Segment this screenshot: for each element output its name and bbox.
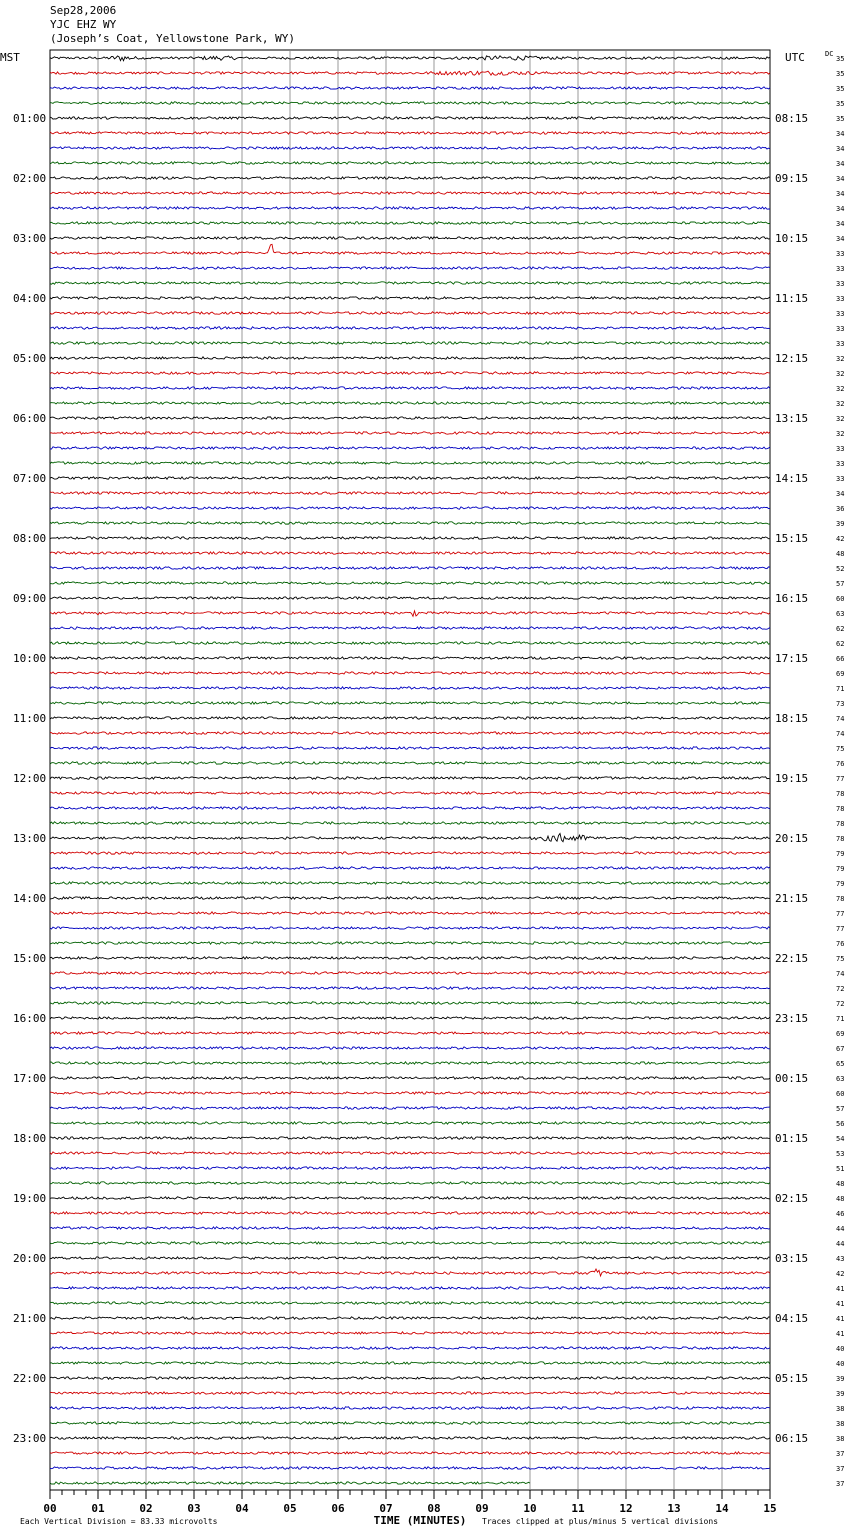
seismic-trace — [50, 1317, 770, 1319]
hour-label-right: 02:15 — [775, 1192, 809, 1205]
dc-offset-label: 78 — [836, 790, 845, 798]
hour-label-right: 21:15 — [775, 892, 809, 905]
dc-offset-label: 48 — [836, 550, 845, 558]
dc-offset-label: 51 — [836, 1165, 845, 1173]
seismic-trace — [50, 642, 770, 644]
x-tick-label: 11 — [571, 1502, 585, 1515]
dc-offset-label: 39 — [836, 1390, 845, 1398]
seismic-trace — [50, 1152, 770, 1154]
dc-offset-label: 71 — [836, 685, 845, 693]
seismic-trace — [50, 477, 770, 479]
dc-offset-label: 38 — [836, 1420, 845, 1428]
seismic-trace — [50, 582, 770, 584]
hour-label-left: 11:00 — [13, 712, 47, 725]
dc-offset-label: 79 — [836, 850, 845, 858]
hour-label-right: 12:15 — [775, 352, 809, 365]
seismic-trace — [50, 972, 770, 974]
dc-offset-label: 34 — [836, 145, 845, 153]
x-tick-label: 09 — [475, 1502, 489, 1515]
dc-offset-label: 76 — [836, 760, 845, 768]
header-location: (Joseph’s Coat, Yellowstone Park, WY) — [50, 32, 296, 45]
seismic-trace — [50, 207, 770, 209]
clip-note: Traces clipped at plus/minus 5 vertical divisions — [482, 1517, 719, 1526]
hour-label-right: 06:15 — [775, 1432, 809, 1445]
dc-offset-label: 53 — [836, 1150, 845, 1158]
seismic-trace — [50, 432, 770, 434]
dc-offset-label: 40 — [836, 1345, 845, 1353]
dc-offset-label: 32 — [836, 400, 845, 408]
seismic-trace — [50, 927, 770, 929]
seismic-trace — [50, 327, 770, 329]
dc-offset-label: 34 — [836, 130, 845, 138]
seismic-trace — [50, 1107, 770, 1109]
hour-label-left: 08:00 — [13, 532, 47, 545]
seismic-trace — [50, 987, 770, 989]
seismic-trace — [50, 657, 770, 659]
dc-offset-label: 69 — [836, 670, 845, 678]
seismic-trace — [50, 957, 770, 959]
hour-label-right: 00:15 — [775, 1072, 809, 1085]
seismic-trace — [50, 192, 770, 194]
dc-offset-label: 71 — [836, 1015, 845, 1023]
dc-offset-label: 35 — [836, 100, 845, 108]
seismic-trace — [50, 897, 770, 899]
dc-offset-label: 57 — [836, 580, 845, 588]
hour-label-right: 16:15 — [775, 592, 809, 605]
x-tick-label: 02 — [139, 1502, 153, 1515]
seismic-trace — [50, 1137, 770, 1139]
dc-offset-label: 60 — [836, 1090, 845, 1098]
dc-offset-label: 62 — [836, 625, 845, 633]
dc-offset-label: 42 — [836, 535, 845, 543]
seismic-trace — [50, 1197, 770, 1199]
seismic-trace — [50, 1392, 770, 1394]
dc-offset-label: 35 — [836, 85, 845, 93]
seismic-trace — [50, 1032, 770, 1034]
dc-offset-label: 48 — [836, 1195, 845, 1203]
dc-offset-label: 79 — [836, 865, 845, 873]
dc-offset-label: 78 — [836, 835, 845, 843]
dc-offset-label: 33 — [836, 280, 845, 288]
hour-label-left: 01:00 — [13, 112, 47, 125]
hour-label-right: 14:15 — [775, 472, 809, 485]
x-tick-label: 06 — [331, 1502, 345, 1515]
hour-label-left: 10:00 — [13, 652, 47, 665]
dc-offset-label: 48 — [836, 1180, 845, 1188]
seismic-trace — [50, 611, 770, 616]
seismic-trace — [50, 1002, 770, 1004]
hour-label-right: 05:15 — [775, 1372, 809, 1385]
dc-offset-label: 37 — [836, 1465, 845, 1473]
right-timezone-label: UTC — [785, 51, 805, 64]
hour-label-left: 02:00 — [13, 172, 47, 185]
dc-offset-label: 40 — [836, 1360, 845, 1368]
x-tick-label: 00 — [43, 1502, 57, 1515]
seismic-trace — [50, 222, 770, 224]
dc-offset-label: 41 — [836, 1330, 845, 1338]
seismic-trace — [50, 1047, 770, 1049]
seismic-trace — [50, 537, 770, 539]
seismic-trace — [50, 492, 770, 494]
dc-offset-label: 36 — [836, 505, 845, 513]
dc-offset-label: 54 — [836, 1135, 845, 1143]
dc-offset-label: 38 — [836, 1405, 845, 1413]
hour-label-left: 16:00 — [13, 1012, 47, 1025]
dc-offset-label: 43 — [836, 1255, 845, 1263]
seismic-trace — [50, 237, 770, 239]
hour-label-right: 13:15 — [775, 412, 809, 425]
seismic-trace — [50, 1227, 770, 1229]
dc-header-label: DC — [825, 50, 834, 58]
dc-offset-label: 35 — [836, 115, 845, 123]
seismic-trace — [50, 312, 770, 314]
seismic-trace — [50, 1167, 770, 1169]
seismic-trace — [50, 1287, 770, 1289]
hour-label-left: 19:00 — [13, 1192, 47, 1205]
hour-label-left: 13:00 — [13, 832, 47, 845]
dc-offset-label: 34 — [836, 490, 845, 498]
seismic-trace — [50, 1467, 770, 1469]
dc-offset-label: 74 — [836, 970, 845, 978]
dc-offset-label: 66 — [836, 655, 845, 663]
hour-label-right: 18:15 — [775, 712, 809, 725]
dc-offset-label: 44 — [836, 1225, 845, 1233]
seismic-trace — [50, 567, 770, 569]
seismic-trace — [50, 87, 770, 89]
x-tick-label: 04 — [235, 1502, 249, 1515]
dc-offset-label: 46 — [836, 1210, 845, 1218]
seismic-trace — [50, 1182, 770, 1184]
dc-offset-label: 78 — [836, 895, 845, 903]
dc-offset-label: 44 — [836, 1240, 845, 1248]
dc-offset-label: 72 — [836, 985, 845, 993]
dc-offset-label: 74 — [836, 730, 845, 738]
hour-label-right: 22:15 — [775, 952, 809, 965]
header-date: Sep28,2006 — [50, 4, 117, 17]
x-tick-label: 12 — [619, 1502, 633, 1515]
x-tick-label: 15 — [763, 1502, 777, 1515]
hour-label-left: 12:00 — [13, 772, 47, 785]
seismic-trace — [50, 792, 770, 794]
hour-label-left: 03:00 — [13, 232, 47, 245]
seismic-trace — [50, 834, 770, 842]
seismic-trace — [50, 1212, 770, 1214]
dc-offset-label: 73 — [836, 700, 845, 708]
dc-offset-label: 63 — [836, 1075, 845, 1083]
hour-label-right: 01:15 — [775, 1132, 809, 1145]
seismic-trace — [50, 1362, 770, 1364]
dc-offset-label: 78 — [836, 820, 845, 828]
seismic-trace — [50, 717, 770, 719]
seismic-trace — [50, 177, 770, 179]
seismic-trace — [50, 447, 770, 449]
seismic-trace — [50, 597, 770, 599]
dc-offset-label: 79 — [836, 880, 845, 888]
dc-offset-label: 33 — [836, 340, 845, 348]
seismic-trace — [50, 147, 770, 149]
dc-offset-label: 33 — [836, 475, 845, 483]
hour-label-left: 20:00 — [13, 1252, 47, 1265]
seismic-trace — [50, 762, 770, 764]
seismic-trace — [50, 552, 770, 554]
seismic-trace — [50, 402, 770, 404]
seismic-trace — [50, 1302, 770, 1304]
seismic-trace — [50, 852, 770, 854]
dc-offset-label: 33 — [836, 310, 845, 318]
seismic-trace — [50, 522, 770, 524]
dc-offset-label: 37 — [836, 1480, 845, 1488]
dc-offset-label: 34 — [836, 175, 845, 183]
dc-offset-label: 41 — [836, 1285, 845, 1293]
seismic-trace — [50, 702, 770, 704]
seismic-trace — [50, 507, 770, 509]
seismic-trace — [50, 1077, 770, 1079]
dc-offset-label: 34 — [836, 220, 845, 228]
dc-offset-label: 32 — [836, 430, 845, 438]
seismic-trace — [50, 822, 770, 824]
x-tick-label: 13 — [667, 1502, 681, 1515]
hour-label-right: 19:15 — [775, 772, 809, 785]
x-tick-label: 14 — [715, 1502, 729, 1515]
seismic-trace — [50, 297, 770, 299]
hour-label-right: 15:15 — [775, 532, 809, 545]
dc-offset-label: 33 — [836, 250, 845, 258]
seismic-trace — [50, 357, 770, 359]
dc-offset-label: 57 — [836, 1105, 845, 1113]
x-tick-label: 08 — [427, 1502, 441, 1515]
seismic-trace — [50, 732, 770, 734]
hour-label-right: 10:15 — [775, 232, 809, 245]
hour-label-left: 04:00 — [13, 292, 47, 305]
left-timezone-label: MST — [0, 51, 20, 64]
dc-offset-label: 34 — [836, 235, 845, 243]
hour-label-left: 07:00 — [13, 472, 47, 485]
dc-offset-label: 32 — [836, 385, 845, 393]
dc-offset-label: 34 — [836, 190, 845, 198]
seismic-trace — [50, 1422, 770, 1424]
seismic-trace — [50, 867, 770, 869]
hour-label-left: 23:00 — [13, 1432, 47, 1445]
dc-offset-label: 72 — [836, 1000, 845, 1008]
dc-offset-label: 35 — [836, 70, 845, 78]
x-tick-label: 07 — [379, 1502, 393, 1515]
hour-label-right: 17:15 — [775, 652, 809, 665]
seismic-trace — [50, 56, 770, 61]
seismic-trace — [50, 1452, 770, 1454]
seismic-trace — [50, 1407, 770, 1409]
scale-note: Each Vertical Division = 83.33 microvolts — [20, 1517, 218, 1526]
seismic-trace — [50, 462, 770, 464]
dc-offset-label: 35 — [836, 55, 845, 63]
dc-offset-label: 37 — [836, 1450, 845, 1458]
dc-offset-label: 32 — [836, 415, 845, 423]
header-station: YJC EHZ WY — [50, 18, 117, 31]
seismic-trace — [50, 1017, 770, 1019]
hour-label-left: 17:00 — [13, 1072, 47, 1085]
seismic-trace — [50, 882, 770, 884]
dc-offset-label: 56 — [836, 1120, 845, 1128]
seismic-trace — [50, 912, 770, 914]
hour-label-left: 21:00 — [13, 1312, 47, 1325]
seismic-trace — [50, 687, 770, 689]
seismic-trace — [50, 1269, 770, 1276]
hour-label-left: 05:00 — [13, 352, 47, 365]
dc-offset-label: 69 — [836, 1030, 845, 1038]
seismic-trace — [50, 1332, 770, 1334]
seismic-trace — [50, 1437, 770, 1439]
dc-offset-label: 39 — [836, 1375, 845, 1383]
x-tick-label: 01 — [91, 1502, 105, 1515]
x-tick-label: 03 — [187, 1502, 201, 1515]
dc-offset-label: 74 — [836, 715, 845, 723]
seismic-trace — [50, 1242, 770, 1244]
dc-offset-label: 39 — [836, 520, 845, 528]
dc-offset-label: 33 — [836, 325, 845, 333]
hour-label-right: 11:15 — [775, 292, 809, 305]
dc-offset-label: 41 — [836, 1300, 845, 1308]
hour-label-left: 14:00 — [13, 892, 47, 905]
seismic-trace — [50, 132, 770, 134]
seismic-trace — [50, 387, 770, 389]
dc-offset-label: 67 — [836, 1045, 845, 1053]
dc-offset-label: 78 — [836, 805, 845, 813]
seismic-trace — [50, 267, 770, 269]
dc-offset-label: 65 — [836, 1060, 845, 1068]
dc-offset-label: 63 — [836, 610, 845, 618]
dc-offset-label: 75 — [836, 745, 845, 753]
x-tick-label: 10 — [523, 1502, 537, 1515]
seismic-trace — [50, 1092, 770, 1094]
dc-offset-label: 62 — [836, 640, 845, 648]
dc-offset-label: 42 — [836, 1270, 845, 1278]
dc-offset-label: 41 — [836, 1315, 845, 1323]
seismic-trace — [50, 244, 770, 254]
seismic-trace — [50, 1257, 770, 1259]
dc-offset-label: 34 — [836, 160, 845, 168]
x-tick-label: 05 — [283, 1502, 297, 1515]
seismic-trace — [50, 282, 770, 284]
dc-offset-label: 33 — [836, 445, 845, 453]
seismic-trace — [50, 102, 770, 104]
seismic-trace — [50, 747, 770, 749]
seismic-trace — [50, 117, 770, 119]
dc-offset-label: 77 — [836, 925, 845, 933]
seismic-trace — [50, 942, 770, 944]
dc-offset-label: 33 — [836, 265, 845, 273]
seismic-trace — [50, 777, 770, 779]
seismic-trace — [50, 1347, 770, 1349]
seismic-trace — [50, 672, 770, 674]
dc-offset-label: 77 — [836, 910, 845, 918]
seismic-trace — [50, 162, 770, 164]
seismic-trace — [50, 1377, 770, 1379]
dc-offset-label: 32 — [836, 355, 845, 363]
dc-offset-label: 33 — [836, 295, 845, 303]
dc-offset-label: 32 — [836, 370, 845, 378]
hour-label-left: 18:00 — [13, 1132, 47, 1145]
dc-offset-label: 76 — [836, 940, 845, 948]
hour-label-right: 08:15 — [775, 112, 809, 125]
seismic-trace — [50, 627, 770, 629]
dc-offset-label: 33 — [836, 460, 845, 468]
x-axis-title: TIME (MINUTES) — [373, 1514, 467, 1527]
seismic-trace — [50, 1122, 770, 1124]
hour-label-left: 22:00 — [13, 1372, 47, 1385]
seismic-trace — [50, 342, 770, 344]
dc-offset-label: 77 — [836, 775, 845, 783]
dc-offset-label: 34 — [836, 205, 845, 213]
dc-offset-label: 75 — [836, 955, 845, 963]
hour-label-left: 06:00 — [13, 412, 47, 425]
hour-label-left: 09:00 — [13, 592, 47, 605]
seismic-trace — [50, 417, 770, 419]
dc-offset-label: 52 — [836, 565, 845, 573]
hour-label-right: 23:15 — [775, 1012, 809, 1025]
hour-label-right: 09:15 — [775, 172, 809, 185]
seismic-trace — [50, 807, 770, 809]
hour-label-right: 20:15 — [775, 832, 809, 845]
hour-label-left: 15:00 — [13, 952, 47, 965]
dc-offset-label: 60 — [836, 595, 845, 603]
seismic-trace — [50, 372, 770, 374]
hour-label-right: 03:15 — [775, 1252, 809, 1265]
hour-label-right: 04:15 — [775, 1312, 809, 1325]
seismic-trace — [50, 1062, 770, 1064]
seismic-trace — [50, 71, 770, 75]
dc-offset-label: 38 — [836, 1435, 845, 1443]
